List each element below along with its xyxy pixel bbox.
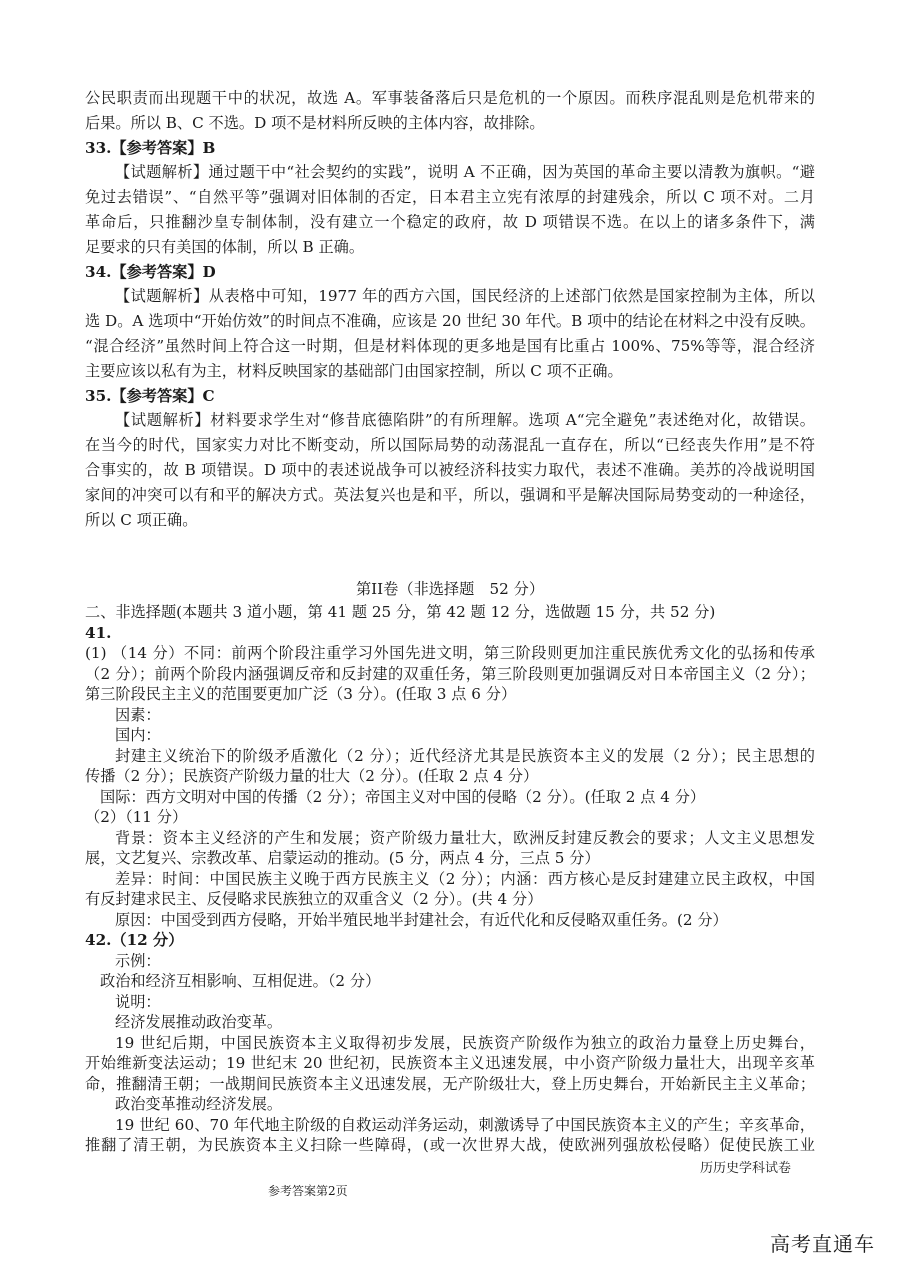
text-line: 公民职责而出现题干中的状况，故选 A。军事装备落后只是危机的一个原因。而秩序混乱则是危机带来的: [85, 89, 815, 107]
text-line: 后果。所以 B、C 不选。D 项不是材料所反映的主体内容，故排除。: [85, 113, 545, 132]
text-line: 选 D。A 选项中“开始仿效”的时间点不准确，应该是 20 世纪 30 年代。B 项中的结论在材料之中没有反映。: [85, 312, 815, 331]
answer-section-bottom: [85, 602, 815, 1156]
text-line: 推翻了清王朝，为民族资本主义扫除一些障碍，(或一次世界大战，使欧洲列强放松侵略）促使民族工业: [85, 1136, 815, 1154]
text-line: 35.【参考答案】C: [85, 386, 215, 405]
text-line: 在当今的时代，国家实力对比不断变动，所以国际局势的动荡混乱一直存在，所以“已经丧失作用”是不符: [85, 436, 815, 455]
text-line: 【试题解析】材料要求学生对“修昔底德陷阱”的有所理解。选项 A“完全避免”表述绝对化，故错误。: [115, 411, 815, 430]
section-heading: 第II卷（非选择题 52 分）: [355, 580, 545, 598]
text-line: 展，文艺复兴、宗教改革、启蒙运动的推动。(5 分，两点 4 分，三点 5 分）: [85, 849, 600, 867]
footer-subject: 历历史学科试卷: [700, 1161, 792, 1176]
text-line: 政治变革推动经济发展。: [115, 1095, 283, 1113]
watermark-logo: 高考直通车: [770, 1232, 875, 1256]
text-line: 41.: [85, 623, 112, 642]
text-line: “混合经济”虽然时间上符合这一时期，但是材料体现的更多地是国有比重占 100%、75%等等，混合经济: [85, 336, 815, 355]
text-line: 19 世纪 60、70 年代地主阶级的自救运动洋务运动，刺激诱导了中国民族资本主义的产生；辛亥革命，: [115, 1115, 815, 1134]
text-line: 有反封建求民主、反侵略求民族独立的双重含义（2 分）。(共 4 分）: [85, 890, 543, 908]
text-line: 34.【参考答案】D: [85, 262, 216, 281]
text-line: 33.【参考答案】B: [85, 138, 216, 157]
text-line: 因素：: [115, 705, 161, 724]
text-line: 封建主义统治下的阶级矛盾激化（2 分）；近代经济尤其是民族资本主义的发展（2 分）；民主思想的: [115, 746, 815, 765]
answer-section-top: [85, 86, 815, 532]
text-line: （2）（11 分）: [85, 808, 188, 826]
text-line: 合事实的，故 B 项错误。D 项中的表述说战争可以被经济科技实力取代，表述不准确。美苏的冷战说明国: [85, 460, 815, 479]
text-line: 【试题解析】通过题干中“社会契约的实践”，说明 A 不正确，因为英国的革命主要以清教为旗帜。“避: [115, 163, 815, 182]
text-line: 所以 C 项正确。: [85, 510, 198, 529]
text-line: 命，推翻清王朝；一战期间民族资本主义迅速发展，无产阶级壮大，登上历史舞台，开始新民主主义革命；: [85, 1074, 815, 1093]
text-line: 国际：西方文明对中国的传播（2 分）；帝国主义对中国的侵略（2 分）。(任取 2 点 4 分）: [100, 787, 706, 806]
text-line: 42.（12 分）: [85, 931, 184, 949]
text-line: 家间的冲突可以有和平的解决方式。英法复兴也是和平，所以，强调和平是解决国际局势变动的一种途径，: [85, 485, 815, 504]
text-line: 原因：中国受到西方侵略，开始半殖民地半封建社会，有近代化和反侵略双重任务。(2 分）: [115, 910, 728, 929]
text-line: 主要应该以私有为主，材料反映国家的基础部门由国家控制，所以 C 项不正确。: [85, 361, 623, 380]
text-line: (1) （14 分）不同：前两个阶段注重学习外国先进文明，第三阶段则更加注重民族优秀文化的弘扬和传承: [85, 644, 815, 662]
text-line: 政治和经济互相影响、互相促进。（2 分）: [100, 972, 381, 990]
text-line: 背景：资本主义经济的产生和发展；资产阶级力量壮大，欧洲反封建反教会的要求；人文主义思想发: [115, 828, 815, 847]
text-line: 示例：: [115, 951, 161, 970]
text-line: 说明：: [115, 992, 161, 1011]
text-line: 足要求的只有美国的体制，所以 B 正确。: [85, 237, 365, 256]
text-line: 第三阶段民主主义的范围要更加广泛（3 分）。(任取 3 点 6 分）: [85, 685, 517, 703]
footer-page-number: 参考答案第2页: [268, 1184, 348, 1198]
text-line: 19 世纪后期，中国民族资本主义取得初步发展，民族资产阶级作为独立的政治力量登上历史舞台，: [115, 1033, 815, 1052]
text-line: （2 分）；前两个阶段内涵强调反帝和反封建的双重任务，第三阶段则更加强调反对日本帝国主义（2 分）；: [85, 664, 815, 683]
text-line: 差异：时间：中国民族主义晚于西方民族主义（2 分）；内涵：西方核心是反封建建立民主政权，中国: [115, 869, 815, 888]
text-line: 二、非选择题(本题共 3 道小题，第 41 题 25 分，第 42 题 12 分，选做题 15 分，共 52 分): [85, 603, 716, 621]
text-line: 免过去错误”、“自然平等”强调对旧体制的否定，日本君主立宪有浓厚的封建残余，所以 C 项不对。二月: [85, 188, 815, 207]
text-line: 开始维新变法运动；19 世纪末 20 世纪初，民族资本主义迅速发展，中小资产阶级力量壮大，出现辛亥革: [85, 1054, 815, 1072]
text-line: 革命后，只推翻沙皇专制体制，没有建立一个稳定的政府，故 D 项错误不选。在以上的诸多条件下，满: [85, 212, 815, 231]
text-line: 经济发展推动政治变革。: [115, 1013, 283, 1031]
text-line: 【试题解析】从表格中可知，1977 年的西方六国，国民经济的上述部门依然是国家控制为主体，所以: [115, 287, 815, 306]
text-line: 传播（2 分）；民族资产阶级力量的壮大（2 分）。(任取 2 点 4 分）: [85, 767, 539, 785]
text-line: 国内：: [115, 726, 161, 744]
